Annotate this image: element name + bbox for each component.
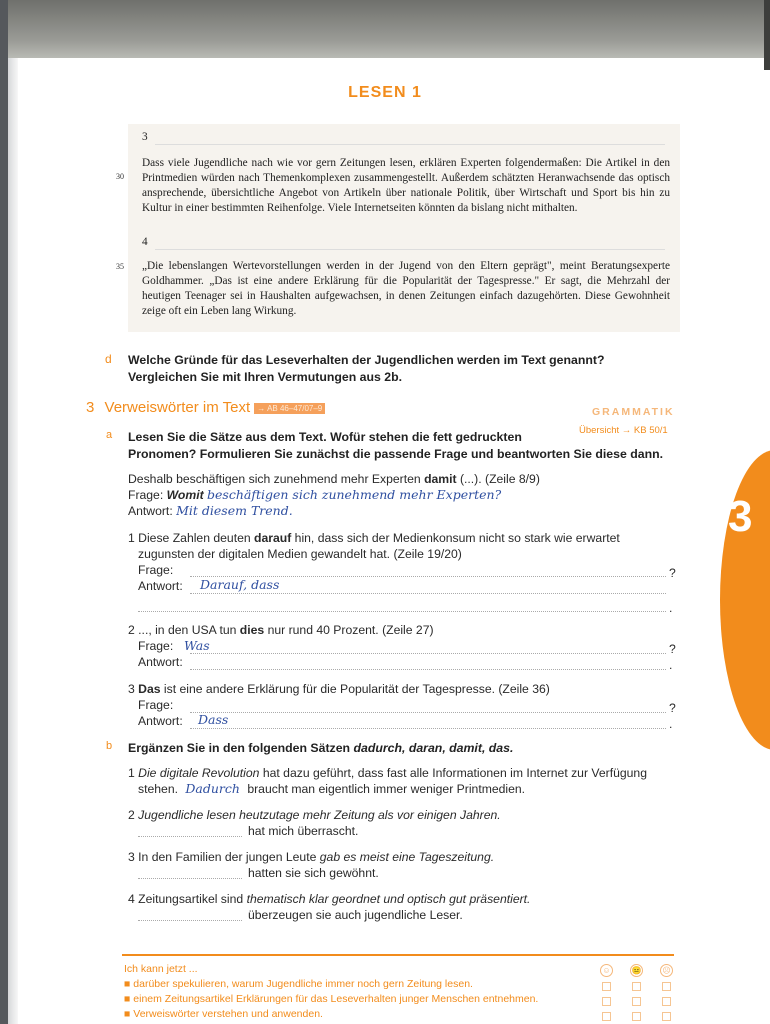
item-1-antwort-field[interactable]: [190, 593, 666, 594]
task-d-line1: Welche Gründe für das Leseverhalten der Jugendlichen werden im Text genannt?: [128, 353, 605, 367]
b-item-4-line1: 4 Zeitungsartikel sind thematisch klar geordnet und optisch gut präsentiert.: [128, 892, 531, 906]
item-3-antwort-label: Antwort:: [138, 714, 183, 728]
handwritten-answer: Mit diesem Trend.: [176, 503, 293, 518]
chapter-tab-number: 3: [728, 492, 753, 541]
scan-right-edge: [764, 0, 770, 70]
checkbox-3-happy[interactable]: [602, 1012, 611, 1021]
item-3-frage-field[interactable]: [190, 712, 666, 713]
b-item-3-blank[interactable]: [138, 878, 242, 879]
scan-left-edge: [0, 0, 8, 1024]
item-3-antwort-field[interactable]: [190, 728, 666, 729]
can-do-divider: [122, 954, 674, 956]
heading-line-3: [155, 144, 665, 145]
item-3-antwort-hand: Dass: [198, 712, 229, 727]
checkbox-1-neutral[interactable]: [632, 982, 641, 991]
task-a-line2: Pronomen? Formulieren Sie zunächst die passende Frage und beantworten Sie diese dann.: [128, 447, 664, 461]
example-antwort: Antwort: Mit diesem Trend.: [128, 503, 293, 518]
item-2-antwort-label: Antwort:: [138, 655, 183, 669]
can-do-title: Ich kann jetzt ...: [124, 963, 198, 975]
can-do-item-2: ■ einem Zeitungsartikel Erklärungen für das Leseverhalten junger Menschen entnehmen.: [124, 993, 539, 1005]
page-title: LESEN 1: [348, 84, 422, 101]
example-sentence: Deshalb beschäftigen sich zunehmend mehr Experten damit (...). (Zeile 8/9): [128, 472, 540, 486]
checkbox-1-happy[interactable]: [602, 982, 611, 991]
handwritten-question: beschäftigen sich zunehmend mehr Experten?: [207, 487, 502, 502]
item-3-period: .: [669, 717, 673, 731]
scan-top-edge: [0, 0, 770, 58]
checkbox-1-sad[interactable]: [662, 982, 671, 991]
grammar-reference: Übersicht → KB 50/1: [579, 425, 668, 436]
b-item-3-line2: hatten sie sich gewöhnt.: [248, 866, 379, 880]
item-1-sentence-line2: zugunsten der digitalen Medien gewandelt hat. (Zeile 19/20): [138, 547, 462, 561]
grammar-label: GRAMMATIK: [592, 406, 675, 418]
item-1-extra-line[interactable]: [138, 611, 666, 612]
checkbox-2-neutral[interactable]: [632, 997, 641, 1006]
b-item-3-line1: 3 In den Familien der jungen Leute gab es meist eine Tageszeitung.: [128, 850, 495, 864]
task-d-letter: d: [105, 352, 112, 366]
b-item-2-line2: hat mich überrascht.: [248, 824, 359, 838]
task-b-instruction: Ergänzen Sie in den folgenden Sätzen dadurch, daran, damit, das.: [128, 741, 514, 755]
section-3-number: 3: [86, 399, 95, 416]
b-item-4-blank[interactable]: [138, 920, 242, 921]
paragraph-3: Dass viele Jugendliche nach wie vor gern Zeitungen lesen, erklären Experten folgendermaßen: Die Artikel in den Printmedien würden nach Themenkomplexen zusammengestellt. Außerdem schätzten Heranwachsende das optisch ansprechende, übersichtliche Angebot von Artikeln über nationale Politik, über Wirtschaft und Sport bis hin zu Kultur in einer bestimmten Reihenfolge. Viele Internetseiten könnten da bislang nicht mithalten.: [142, 157, 670, 214]
checkbox-3-sad[interactable]: [662, 1012, 671, 1021]
item-1-antwort-hand: Darauf, dass: [200, 577, 280, 592]
workbook-reference-badge: → AB 46–47/07–9: [254, 403, 325, 414]
checkbox-2-sad[interactable]: [662, 997, 671, 1006]
item-1-sentence: 1 Diese Zahlen deuten darauf hin, dass sich der Medienkonsum nicht so stark wie erwartet: [128, 531, 620, 545]
item-3-frage-label: Frage:: [138, 698, 174, 712]
item-2-antwort-field[interactable]: [190, 669, 666, 670]
item-2-sentence: 2 ..., in den USA tun dies nur rund 40 Prozent. (Zeile 27): [128, 623, 434, 637]
item-2-qmark: ?: [669, 642, 676, 656]
item-2-frage-label: Frage:: [138, 639, 174, 653]
checkbox-3-neutral[interactable]: [632, 1012, 641, 1021]
task-a-line1: Lesen Sie die Sätze aus dem Text. Wofür stehen die fett gedruckten: [128, 430, 522, 444]
section-number-3: 3: [142, 131, 148, 143]
happy-face-icon: ☺: [600, 964, 613, 977]
item-2-frage-hand: Was: [184, 638, 210, 653]
heading-line-4: [155, 249, 665, 250]
section-3-title: Verweiswörter im Text: [104, 399, 251, 416]
item-1-frage-label: Frage:: [138, 563, 174, 577]
example-frage: Frage: Womit beschäftigen sich zunehmend mehr Experten?: [128, 487, 502, 502]
item-3-sentence: 3 Das ist eine andere Erklärung für die Popularität der Tagespresse. (Zeile 36): [128, 682, 550, 696]
task-a-letter: a: [106, 429, 113, 441]
sad-face-icon: ☹: [660, 964, 673, 977]
section-3-heading: [86, 399, 325, 416]
b-item-4-line2: überzeugen sie auch jugendliche Leser.: [248, 908, 463, 922]
paragraph-4: „Die lebenslangen Wertevorstellungen werden in der Jugend von den Eltern geprägt", meint Beratungsexperte Goldhammer. „Das ist eine andere Erklärung für die Popularität der Tagespresse." Er sagt, die Mehrzahl der heutigen Teenager sei in Haushalten aufgewachsen, in denen Zeitungen einfach dazugehörten. Diese Gewohnheit zeige oft ein Leben lang Wirkung.: [142, 260, 670, 317]
item-1-antwort-label: Antwort:: [138, 579, 183, 593]
item-1-period: .: [669, 601, 673, 615]
task-d-line2: Vergleichen Sie mit Ihren Vermutungen aus 2b.: [128, 370, 403, 384]
item-3-qmark: ?: [669, 701, 676, 715]
section-number-4: 4: [142, 236, 148, 248]
neutral-face-icon: 😐: [631, 966, 642, 975]
can-do-item-3: ■ Verweiswörter verstehen und anwenden.: [124, 1008, 323, 1020]
b-item-1-line1: 1 Die digitale Revolution hat dazu geführt, dass fast alle Informationen im Internet zur Verfügung: [128, 766, 647, 780]
can-do-item-1: ■ darüber spekulieren, warum Jugendliche immer noch gern Zeitung lesen.: [124, 978, 473, 990]
line-number-35: 35: [116, 262, 124, 271]
line-number-30: 30: [116, 172, 124, 181]
task-b-letter: b: [106, 740, 113, 752]
word-bank: dadurch, daran, damit, das.: [353, 741, 514, 755]
item-2-period: .: [669, 658, 673, 672]
checkbox-2-happy[interactable]: [602, 997, 611, 1006]
item-1-qmark: ?: [669, 566, 676, 580]
b-item-2-blank[interactable]: [138, 836, 242, 837]
item-2-frage-field[interactable]: [190, 653, 666, 654]
b-item-1-hand: Dadurch: [185, 781, 240, 796]
b-item-2-line1: 2 Jugendliche lesen heutzutage mehr Zeitung als vor einigen Jahren.: [128, 808, 501, 822]
b-item-1-line2: stehen. Dadurch braucht man eigentlich immer weniger Printmedien.: [138, 781, 526, 796]
